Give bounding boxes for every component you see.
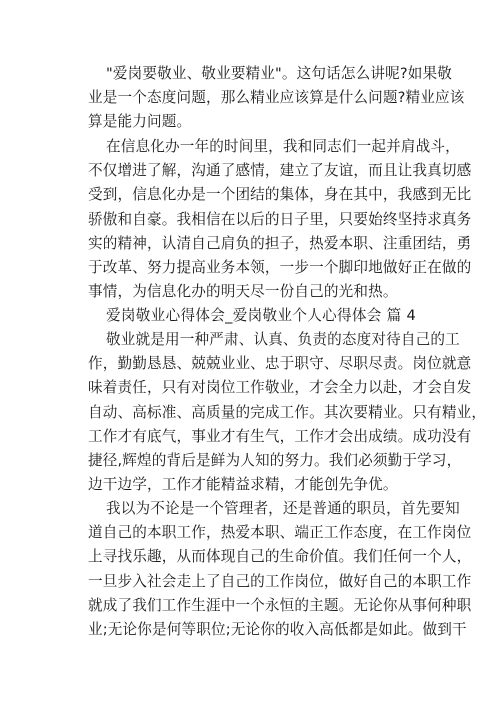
paragraph-1 [88, 62, 465, 135]
text-line: 算是能力问题。 [88, 113, 192, 131]
paragraph-2 [88, 135, 472, 304]
text-line: 上寻找乐趣，从而体现自己的生命价值。我们任何一个人， [88, 548, 472, 566]
section-heading-text: 爱岗敬业心得体会_爱岗敬业个人心得体会 篇 4 [106, 307, 417, 324]
paragraph-3 [88, 328, 487, 497]
text-line: 事情，为信息化办的明天尽一份自己的光和热。 [88, 283, 398, 301]
text-line: 我以为不论是一个管理者，还是普通的职员，首先要知 [106, 500, 460, 517]
section-heading [88, 304, 428, 328]
text-line: 味着责任，只有对岗位工作敬业，才会全力以赴，才会自发 [88, 379, 472, 397]
text-line: 敬业就是用一种严肃、认真、负责的态度对待自己的工 [106, 331, 460, 348]
text-line: 实的精神，认清自己肩负的担子，热爱本职、注重团结，勇 [88, 234, 472, 252]
text-line: 于改革、努力提高业务本领，一步一个脚印地做好正在做的 [88, 258, 472, 276]
text-line: 道自己的本职工作，热爱本职、端正工作态度，在工作岗位 [88, 524, 472, 542]
text-line: 不仅增进了解，沟通了感情，建立了友谊，而且让我真切感 [88, 162, 472, 180]
text-line: "爱岗要敬业、敬业要精业"。这句话怎么讲呢?如果敬 [106, 65, 452, 82]
text-line: 边干边学，工作才能精益求精，才能创先争优。 [88, 476, 398, 494]
text-line: 自动、高标准、高质量的完成工作。其次要精业。只有精业， [88, 403, 487, 421]
text-line: 业是一个态度问题，那么精业应该算是什么问题?精业应该 [88, 89, 465, 107]
text-line: 业;无论你是何等职位;无论你的收入高低都是如此。做到干 [88, 620, 467, 638]
text-line: 在信息化办一年的时间里，我和同志们一起并肩战斗， [106, 138, 460, 155]
text-line: 捷径,辉煌的背后是鲜为人知的努力。我们必须勤于学习， [88, 451, 462, 469]
text-line: 骄傲和自豪。我相信在以后的日子里，只要始终坚持求真务 [88, 210, 472, 228]
paragraph-4 [88, 497, 472, 642]
text-line: 一旦步入社会走上了自己的工作岗位，做好自己的本职工作 [88, 572, 472, 590]
text-line: 受到，信息化办是一个团结的集体，身在其中，我感到无比 [88, 186, 472, 204]
text-line: 作，勤勤恳恳、兢兢业业、忠于职守、尽职尽责。岗位就意 [88, 355, 472, 373]
text-line: 工作才有底气，事业才有生气，工作才会出成绩。成功没有 [88, 427, 472, 445]
text-line: 就成了我们工作生涯中一个永恒的主题。无论你从事何种职 [88, 596, 472, 614]
